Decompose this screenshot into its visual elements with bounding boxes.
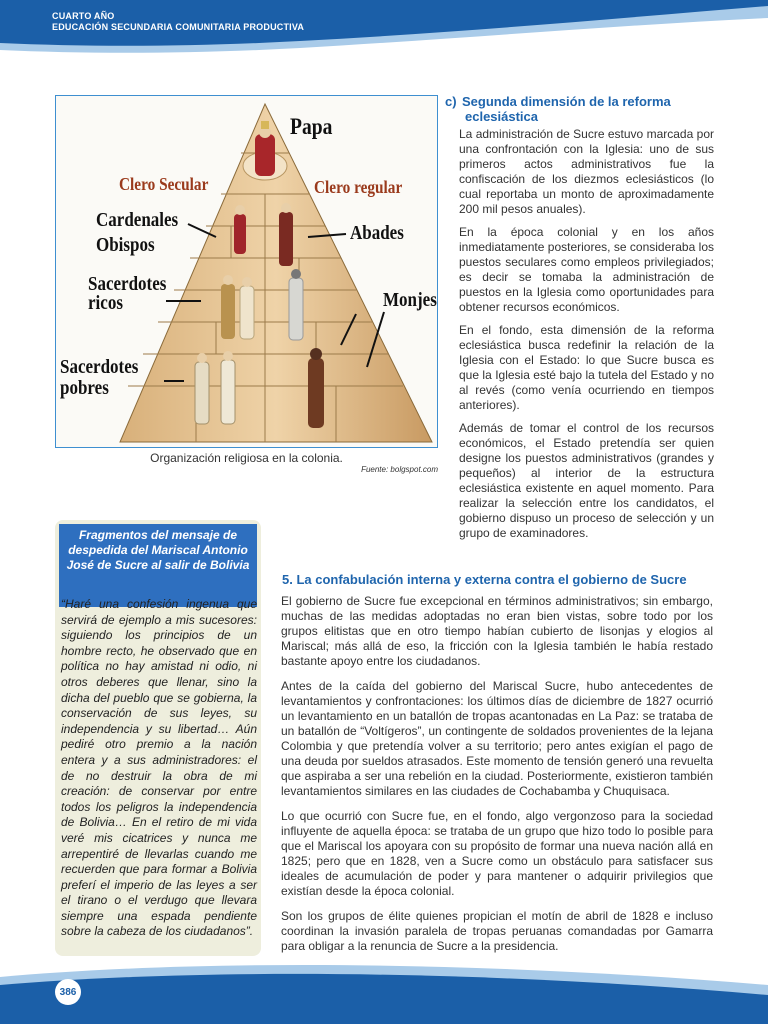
section-c-body — [459, 127, 714, 549]
pyramid-figure — [55, 95, 438, 448]
label-monjes: Monjes — [383, 289, 437, 311]
label-obispos: Obispos — [96, 234, 155, 256]
page-number: 386 — [55, 979, 81, 1005]
label-papa: Papa — [290, 114, 333, 139]
header-grade: CUARTO AÑO — [52, 11, 115, 21]
section-c-title-line2: eclesiástica — [465, 109, 539, 124]
paragraph: Antes de la caída del gobierno del Mariscal Sucre, hubo antecedentes de levantamientos y confrontaciones: los últimos días de diciembre de 1827 ocurrió un levantamiento en un batallón de tropas acantonadas en La Paz: se trataba de un batallón de “Voltígeros”, un contingente de soldados provenientes de la lejana Colombia y que pretendía volver a su territorio; pero antes exigían el pago de una deuda por sueldos atrasados. Este momento de tensión generó una revuelta que aspiraba a ser una rebelión en la ciudad. Posteriormente, existieron también levantamientos similares en las ciudades de Cochabamba y Chuquisaca. — [281, 679, 713, 798]
label-cardenales: Cardenales — [96, 209, 179, 231]
section-c-title-line1: Segunda dimensión de la reforma — [462, 94, 671, 109]
paragraph: Lo que ocurrió con Sucre fue, en el fondo, algo vergonzoso para la sociedad influyente de aquella época: se trataba de un grupo que hizo todo lo posible para que el Mariscal los apoyara con su propósito de formar una nueva nación allá en 1825; pero que en 1828, ven a Sucre como un obstáculo para satisfacer sus ideales de acumulación de poder y para mantener o adquirir privilegios que existían desde la época colonial. — [281, 809, 713, 898]
sidebar-quote: “Haré una confesión ingenua que servirá de ejemplo a mis sucesores: siguiendo los principios de un hombre recto, he observado que en política no hay amistad ni odio, ni otros deberes que llenar, sino la dicha del pueblo que se gobierna, la conservación de sus leyes, su independencia y su libertad… Aún pediré otro premio a la nación entera y a sus administradores: el de no destruir la obra de mi creación: de conservar por entre todos los peligros la independencia de Bolivia… En el retiro de mi vida veré mis cicatrices y nunca me arrepentiré de llevarlas cuando me recuerden que para formar a Bolivia preferí el imperio de las leyes a ser el tirano o el verdugo que llevara siempre una espada pendiente sobre la cabeza de los ciudadanos”. — [61, 597, 257, 939]
label-sacerdotes-pobres: Sacerdotes — [60, 356, 139, 378]
paragraph: La administración de Sucre estuvo marcada por una confrontación con la Iglesia: uno de sus primeros actos administrativos fue la confiscación de los diezmos eclesiásticos (lo cual reportaba un monto de aproximadamente 200 mil pesos anuales). — [459, 127, 714, 216]
section-5-title: 5. La confabulación interna y externa contra el gobierno de Sucre — [282, 572, 687, 587]
paragraph: El gobierno de Sucre fue excepcional en términos administrativos; sin embargo, muchas de las medidas adoptadas no eran bien vistas, sobre todo por los grupos elitistas que en otro tiempo habían cubierto de lisonjas y elogios al Mariscal; más allá de eso, la fricción con la Iglesia también le había restado bastante apoyo entre los ciudadanos. — [281, 594, 713, 668]
cardinal-figure — [234, 205, 246, 254]
footer-band — [0, 955, 768, 1024]
label-ricos: ricos — [88, 292, 123, 314]
quote-sidebar — [55, 520, 261, 956]
sidebar-title: Fragmentos del mensaje de despedida del Mariscal Antonio José de Sucre al salir de Bolivia — [59, 524, 257, 607]
section-c-title — [445, 94, 715, 124]
label-clero-regular: Clero regular — [314, 177, 403, 197]
label-abades: Abades — [350, 222, 404, 244]
section-c-label: c) — [445, 94, 457, 109]
header-title — [52, 11, 304, 33]
header-program: EDUCACIÓN SECUNDARIA COMUNITARIA PRODUCTIVA — [52, 22, 305, 32]
paragraph: Además de tomar el control de los recursos económicos, el Estado pretendía ser quien designe los puestos administrativos (grandes y pequeños) al interior de la estructura eclesiástica existente en aquel momento. Para realizar la selección entre los candidatos, el gobierno dispuso un proceso de selección y un grupo de examinadores. — [459, 421, 714, 540]
label-sacerdotes-ricos: Sacerdotes — [88, 273, 167, 295]
figure-source: Fuente: bolgspot.com — [361, 465, 438, 474]
pyramid-drawing — [56, 96, 437, 447]
paragraph: Son los grupos de élite quienes propician el motín de abril de 1828 e incluso coordinan la invasión paralela de tropas peruanas comandadas por Gamarra para obligar a la renuncia de Sucre a la presidencia. — [281, 909, 713, 953]
label-pobres: pobres — [60, 377, 109, 399]
label-clero-secular: Clero Secular — [119, 174, 209, 194]
paragraph: En la época colonial y en los años inmediatamente posteriores, se consideraba los puestos seculares como empleos privilegiados; es decir se tomaba la administración de puestos en la Iglesia como oportunidades para obtener recursos económicos. — [459, 225, 714, 314]
figure-caption: Organización religiosa en la colonia. — [150, 451, 343, 465]
section-5-body — [281, 594, 713, 964]
paragraph: En el fondo, esta dimensión de la reforma eclesiástica busca redefinir la relación de la Iglesia con el Estado: lo que Sucre busca es que la Iglesia esté bajo la tutela del Estado y no al revés (como venía ocurriendo en tiempos anteriores). — [459, 323, 714, 412]
